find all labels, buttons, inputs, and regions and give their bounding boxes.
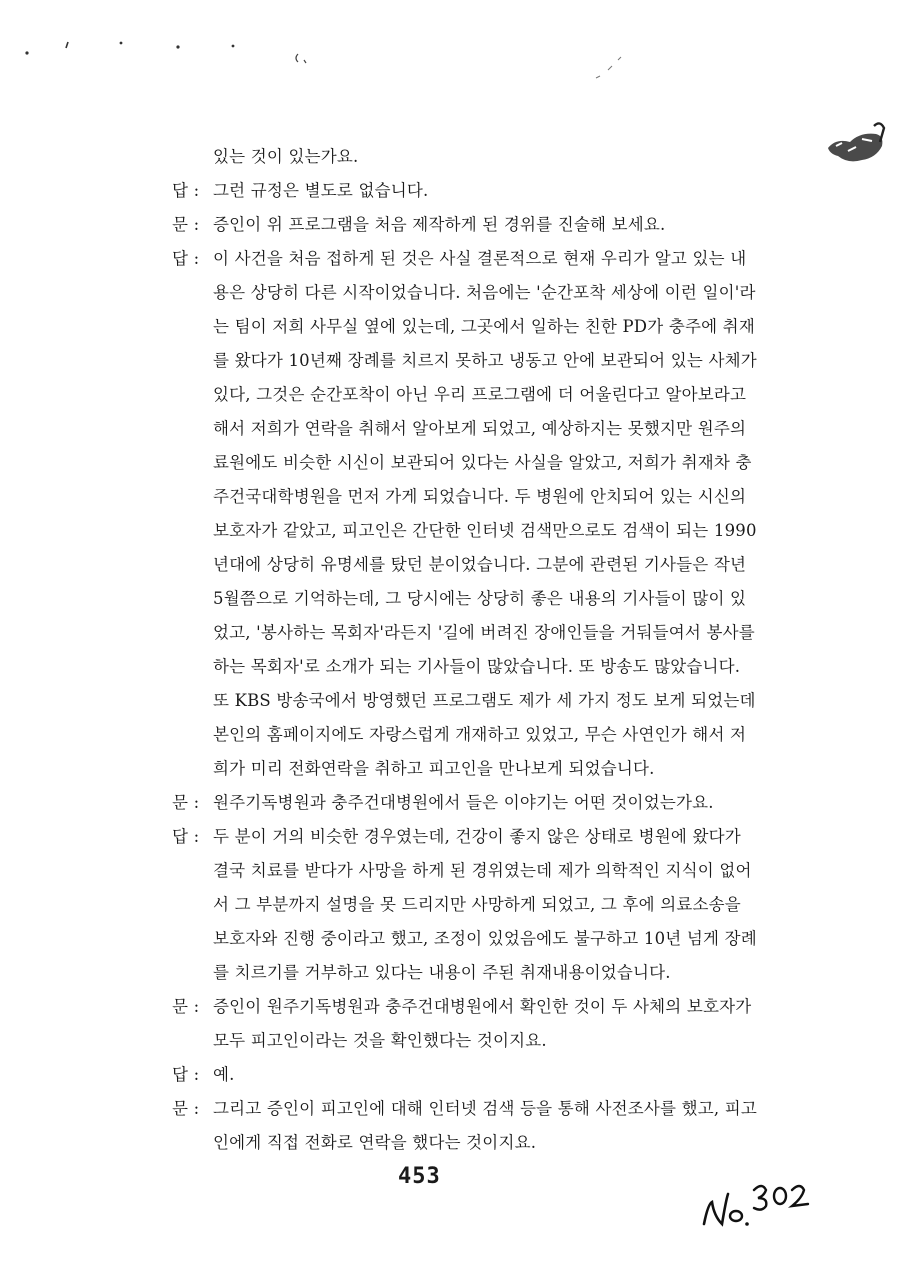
speaker-label: 답 :: [172, 827, 200, 846]
entry-line: 용은 상당히 다른 시작이었습니다. 처음에는 '순간포착 세상에 이런 일이'라: [213, 283, 756, 302]
answer-entry: [172, 1064, 235, 1086]
answer-entry: [172, 826, 741, 848]
entry-line: 증인이 원주기독병원과 충주건대병원에서 확인한 것이 두 사체의 보호자가: [213, 997, 752, 1016]
entry-line: 예.: [213, 1065, 235, 1084]
speaker-label: 문 :: [172, 793, 200, 812]
entry-line: 었고, '봉사하는 목회자'라든지 '길에 버려진 장애인들을 거둬들여서 봉사를: [213, 623, 755, 642]
answer-entry: [172, 180, 428, 202]
entry-line: 있다, 그것은 순간포착이 아닌 우리 프로그램에 더 어울린다고 알아보라고: [213, 385, 747, 404]
continued-question-line: 있는 것이 있는가요.: [213, 147, 359, 166]
entry-line: 주건국대학병원을 먼저 가게 되었습니다. 두 병원에 안치되어 있는 시신의: [213, 487, 747, 506]
entry-line: 료원에도 비슷한 시신이 보관되어 있다는 사실을 알았고, 저희가 취재차 충: [213, 453, 752, 472]
entry-line: 그런 규정은 별도로 없습니다.: [213, 181, 429, 200]
entry-line: 보호자가 같았고, 피고인은 간단한 인터넷 검색만으로도 검색이 되는 1990: [213, 521, 757, 540]
entry-line: 를 왔다가 10년째 장례를 치르지 못하고 냉동고 안에 보관되어 있는 사체가: [213, 351, 757, 370]
entry-line: 결국 치료를 받다가 사망을 하게 된 경위였는데 제가 의학적인 지식이 없어: [213, 861, 752, 880]
entry-line: 보호자와 진행 중이라고 했고, 조정이 있었음에도 불구하고 10년 넘게 장례: [213, 929, 757, 948]
speaker-label: 문 :: [172, 215, 200, 234]
scan-specks-decoration: [0, 0, 900, 120]
entry-line: 서 그 부분까지 설명을 못 드리지만 사망하게 되었고, 그 후에 의료소송을: [213, 895, 741, 914]
seal-mark-decoration: [822, 118, 892, 166]
speaker-label: 답 :: [172, 181, 200, 200]
speaker-label: 문 :: [172, 997, 200, 1016]
entry-line: 모두 피고인이라는 것을 확인했다는 것이지요.: [213, 1031, 547, 1050]
speaker-label: 답 :: [172, 1065, 200, 1084]
entry-line: 를 치르기를 거부하고 있다는 내용이 주된 취재내용이었습니다.: [213, 963, 671, 982]
entry-line: 인에게 직접 전화로 연락을 했다는 것이지요.: [213, 1133, 537, 1152]
entry-line: 또 KBS 방송국에서 방영했던 프로그램도 제가 세 가지 정도 보게 되었는데: [213, 691, 756, 710]
question-entry: [172, 792, 714, 814]
speaker-label: 문 :: [172, 1099, 200, 1118]
speaker-label: 답 :: [172, 249, 200, 268]
answer-entry: [172, 248, 746, 270]
handwritten-page-number: [698, 1172, 818, 1238]
entry-line: 두 분이 거의 비슷한 경우였는데, 건강이 좋지 않은 상태로 병원에 왔다가: [213, 827, 741, 846]
question-entry: [172, 1098, 757, 1120]
entry-line: 원주기독병원과 충주건대병원에서 들은 이야기는 어떤 것이었는가요.: [213, 793, 714, 812]
entry-line: 해서 저희가 연락을 취해서 알아보게 되었고, 예상하지는 못했지만 원주의: [213, 419, 747, 438]
question-entry: [172, 996, 751, 1018]
entry-line: 는 팀이 저희 사무실 옆에 있는데, 그곳에서 일하는 친한 PD가 충주에 취재: [213, 317, 755, 336]
page-number: 453: [398, 1164, 441, 1189]
entry-line: 이 사건을 처음 접하게 된 것은 사실 결론적으로 현재 우리가 알고 있는 내: [213, 249, 747, 268]
entry-line: 희가 미리 전화연락을 취하고 피고인을 만나보게 되었습니다.: [213, 759, 655, 778]
entry-line: 하는 목회자'로 소개가 되는 기사들이 많았습니다. 또 방송도 많았습니다.: [213, 657, 741, 676]
entry-line: 그리고 증인이 피고인에 대해 인터넷 검색 등을 통해 사전조사를 했고, 피고: [213, 1099, 758, 1118]
question-entry: [172, 214, 665, 236]
entry-line: 본인의 홈페이지에도 자랑스럽게 개재하고 있었고, 무슨 사연인가 해서 저: [213, 725, 747, 744]
entry-line: 증인이 위 프로그램을 처음 제작하게 된 경위를 진술해 보세요.: [213, 215, 666, 234]
entry-line: 년대에 상당히 유명세를 탔던 분이었습니다. 그분에 관련된 기사들은 작년: [213, 555, 747, 574]
entry-line: 5월쯤으로 기억하는데, 그 당시에는 상당히 좋은 내용의 기사들이 많이 있: [213, 589, 747, 608]
